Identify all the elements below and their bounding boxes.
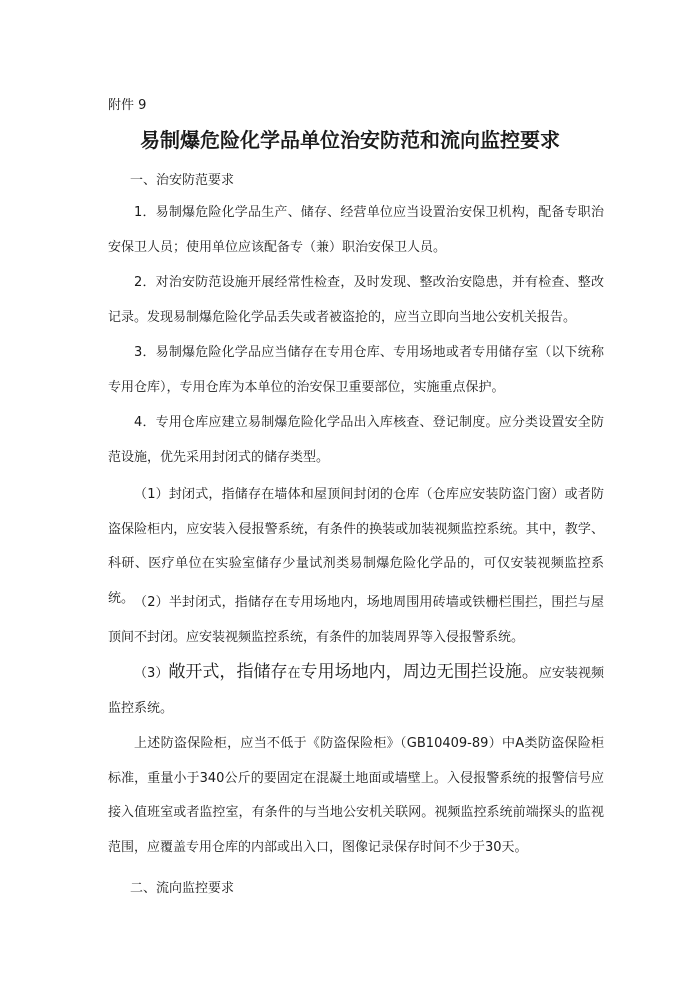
paragraph-7-large-text: 敞开式，指储存	[168, 662, 288, 682]
paragraph-4: 4．专用仓库应建立易制爆危险化学品出入库核查、登记制度。应分类设置安全防范设施，优先采用封闭式的储存类型。	[108, 415, 604, 465]
paragraph-7-number: （3）	[134, 666, 169, 681]
section-heading-security: 一、治安防范要求	[130, 173, 235, 188]
paragraph-8: 上述防盗保险柜，应当不低于《防盗保险柜》（GB10409-89）中A类防盗保险柜标准，重量小于340公斤的要固定在混凝土地面或墙壁上。入侵报警系统的报警信号应接入值班室或者监控室，有条件的与当地公安机关联网。视频监控系统前端探头的监视范围，应覆盖专用仓库的内部或出入口，图像记录保存时间不少于30天。	[108, 736, 604, 855]
paragraph-7-large-text-2: 专用场地内，周边无围拦设施。	[300, 662, 539, 682]
paragraph-7-small-char: 在	[287, 666, 301, 681]
paragraph-7	[108, 655, 604, 726]
document-title: 易制爆危险化学品单位治安防范和流向监控要求	[140, 128, 560, 152]
paragraph-6: （2）半封闭式，指储存在专用场地内，场地周围用砖墙或铁栅栏围拦，围拦与屋顶间不封闭。应安装视频监控系统，有条件的加装周界等入侵报警系统。	[108, 595, 604, 645]
paragraph-1: 1．易制爆危险化学品生产、储存、经营单位应当设置治安保卫机构，配备专职治安保卫人员；使用单位应该配备专（兼）职治安保卫人员。	[108, 205, 604, 255]
section-heading-flow-monitoring: 二、流向监控要求	[130, 881, 235, 896]
paragraph-2: 2．对治安防范设施开展经常性检查，及时发现、整改治安隐患，并有检查、整改记录。发现易制爆危险化学品丢失或者被盗抢的，应当立即向当地公安机关报告。	[108, 275, 604, 325]
paragraph-5: （1）封闭式，指储存在墙体和屋顶间封闭的仓库（仓库应安装防盗门窗）或者防盗保险柜内，应安装入侵报警系统，有条件的换装或加装视频监控系统。其中，教学、科研、医疗单位在实验室储存少量试剂类易制爆危险化学品的，可仅安装视频监控系统。	[108, 487, 604, 606]
attachment-label: 附件 9	[108, 98, 147, 113]
paragraph-7-rest: 应安装视频监控系统。	[108, 666, 604, 716]
paragraph-3: 3．易制爆危险化学品应当储存在专用仓库、专用场地或者专用储存室（以下统称专用仓库），专用仓库为本单位的治安保卫重要部位，实施重点保护。	[108, 345, 604, 395]
